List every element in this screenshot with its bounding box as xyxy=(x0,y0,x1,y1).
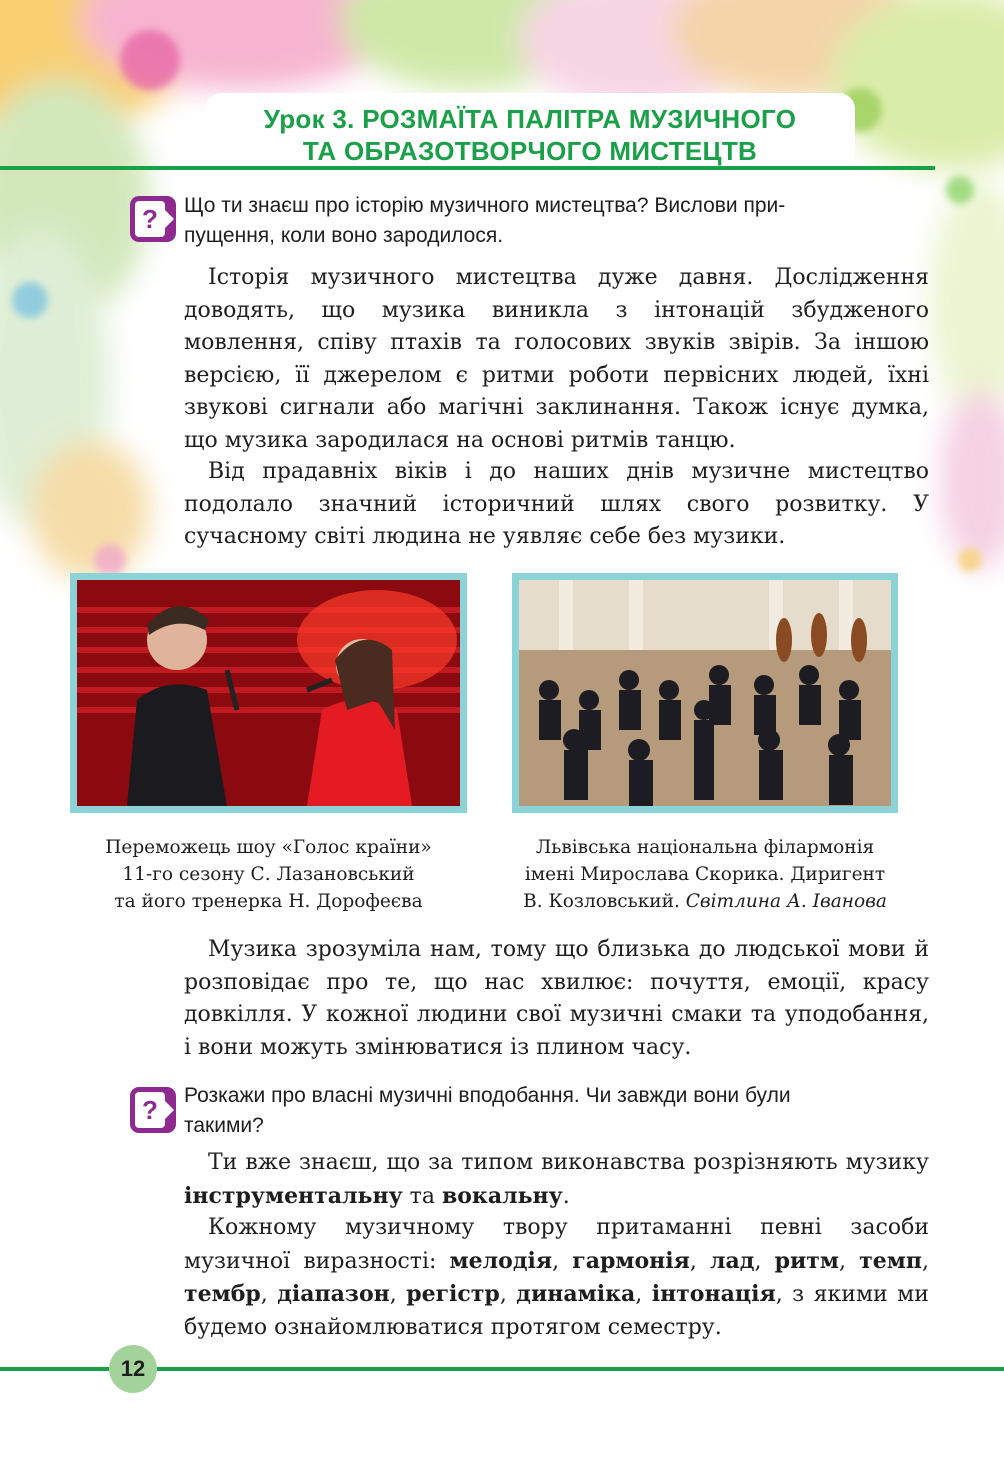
question-1 xyxy=(184,191,929,251)
caption-singers xyxy=(70,834,467,915)
term: динаміка xyxy=(516,1281,636,1307)
lesson-title-line-1: Урок 3. РОЗМАЇТА ПАЛІТРА МУЗИЧНОГО xyxy=(263,104,797,134)
page-number: 12 xyxy=(109,1345,157,1393)
term-vocal: вокальну xyxy=(441,1182,563,1209)
question-2-line-2: такими? xyxy=(184,1114,264,1137)
paragraph-expressive-means: Кожному музичному твору притаманні певні засоби музичної виразності: мелодія, гармонія, лад, ритм, темп, тембр, діапазон, регістр, динаміка, інтонація, з якими ми будемо ознайомлюватися протягом семестру. xyxy=(184,1215,929,1340)
term: діапазон xyxy=(277,1281,390,1307)
caption-singers-line-3: та його тренерка Н. Дорофеєва xyxy=(114,891,423,912)
term: лад xyxy=(710,1247,755,1274)
caption-orchestra-line-2: імені Мирослава Скорика. Диригент xyxy=(524,864,886,885)
lesson-title-line-2: ТА ОБРАЗОТВОРЧОГО МИСТЕЦТВ xyxy=(302,136,758,166)
question-1-line-1: Що ти знаєш про історію музичного мистецтва? Вислови при- xyxy=(184,194,786,217)
question-icon: ? xyxy=(130,196,176,242)
term: інтонація xyxy=(651,1281,776,1307)
term: тембр xyxy=(184,1281,261,1307)
term: ритм xyxy=(774,1247,840,1274)
term: регістр xyxy=(406,1281,500,1307)
caption-orchestra-line-3: В. Козловський. xyxy=(523,891,686,912)
photo-orchestra xyxy=(512,573,898,813)
question-2 xyxy=(184,1081,929,1141)
caption-orchestra-line-1: Львівська національна філармонія xyxy=(535,837,875,858)
question-2-line-1: Розкажи про власні музичні вподобання. Чи завжди вони були xyxy=(184,1084,791,1107)
term: темп xyxy=(859,1247,922,1274)
paragraph-development: Від прадавніх віків і до наших днів музичне мистецтво подолало значний історичний шлях свого розвитку. У сучасному світі людина не уявляє себе без музики. xyxy=(184,459,929,549)
caption-singers-line-2: 11-го сезону С. Лазановський xyxy=(122,864,415,885)
caption-singers-line-1: Переможець шоу «Голос країни» xyxy=(105,837,432,858)
question-icon: ? xyxy=(130,1087,176,1133)
term: мелодія xyxy=(449,1247,553,1274)
question-1-line-2: пущення, коли воно зародилося. xyxy=(184,224,504,247)
term: гармонія xyxy=(572,1247,690,1274)
paragraph-performance-types: Ти вже знаєш, що за типом виконавства розрізняють музику інструментальну та вокальну. xyxy=(184,1150,929,1209)
paragraph-history: Історія музичного мистецтва дуже давня. Дослідження доводять, що музика виникла з інтонацій збудженого мовлення, співу птахів та голосових звуків звірів. За іншою версією, її джерелом є ритми роботи первісних людей, їхні звукові сигнали або магічні заклинання. Також існує думка, що музика зародилася на основі ритмів танцю. xyxy=(184,265,929,453)
photo-singers xyxy=(70,573,467,813)
photo-credit: Світлина А. Іванова xyxy=(685,891,887,912)
caption-orchestra xyxy=(490,834,920,915)
title-underline xyxy=(0,166,935,170)
paragraph-music-understanding: Музика зрозуміла нам, тому що близька до людської мови й розповідає про те, що нас хвилює: почуття, емоції, красу довкілля. У кожної людини свої музичні смаки та уподобання, і вони можуть змінюватися із плином часу. xyxy=(184,937,929,1060)
term-instrumental: інструментальну xyxy=(184,1182,403,1209)
